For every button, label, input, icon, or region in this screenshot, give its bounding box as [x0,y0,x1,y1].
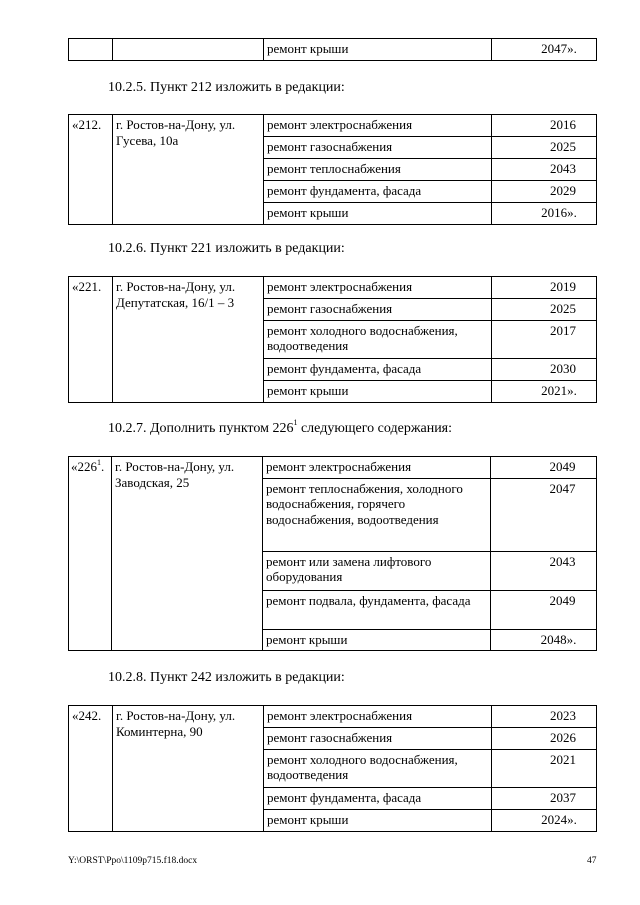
table-row [69,115,597,137]
cell-year [492,380,597,402]
section-heading: 10.2.5. Пункт 212 изложить в редакции: [108,80,345,95]
cell-year [492,180,597,202]
cell-work: ремонт фундамента, фасада [264,358,492,380]
cell-work: ремонт фундамента, фасада [264,180,492,202]
year-value: 2016». [541,204,577,220]
table-row [69,457,597,479]
item-number: «226 [71,459,97,474]
table-row [69,706,597,728]
year-value: 2049 [549,592,576,608]
table-item-242 [68,705,597,832]
footer-file-path: Y:\ORST\Ppo\1109p715.f18.docx [68,856,198,866]
table-fragment-top [68,38,597,61]
cell-work: ремонт холодного водоснабжения, водоотведения [264,320,492,358]
year-value: 2025 [550,138,576,154]
cell-work: ремонт электроснабжения [264,115,492,137]
cell-work: ремонт крыши [264,380,492,402]
cell-work: ремонт электроснабжения [264,706,492,728]
section-heading: 10.2.6. Пункт 221 изложить в редакции: [108,241,345,256]
cell-num [69,457,112,651]
footer-page-number: 47 [587,856,597,866]
cell-address: г. Ростов-на-Дону, ул. Заводская, 25 [112,457,263,651]
cell-work: ремонт крыши [263,629,491,651]
table-row [69,277,597,299]
cell-year [491,551,597,590]
cell-year [491,457,597,479]
cell-year [492,787,597,809]
year-value: 2021». [541,382,577,398]
section-heading [108,418,453,437]
cell-address [113,39,264,61]
heading-superscript: 1 [293,418,298,428]
cell-work: ремонт газоснабжения [264,298,492,320]
year-value: 2023 [550,708,576,723]
cell-address: г. Ростов-на-Дону, ул. Гусева, 10а [113,115,264,225]
year-value: 2019 [550,279,576,294]
cell-work: ремонт крыши [264,809,492,831]
table-row [69,39,597,61]
cell-address: г. Ростов-на-Дону, ул. Коминтерна, 90 [113,706,264,832]
cell-work: ремонт фундамента, фасада [264,787,492,809]
cell-year [492,706,597,728]
year-value: 2017 [550,322,576,338]
cell-year [492,136,597,158]
cell-work: ремонт крыши [264,39,492,61]
cell-year [492,39,597,61]
cell-work: ремонт электроснабжения [263,457,491,479]
item-number-superscript: 1 [97,457,101,467]
year-value: 2043 [549,553,576,569]
cell-work: ремонт теплоснабжения, холодного водоснабжения, горячего водоснабжения, водоотведения [263,478,491,551]
year-value: 2037 [550,789,576,805]
year-value: 2024». [541,811,577,827]
cell-year [492,158,597,180]
year-value: 2047 [549,480,576,496]
year-value: 2021 [550,751,576,767]
year-value: 2029 [550,182,576,198]
cell-work: ремонт холодного водоснабжения, водоотведения [264,749,492,787]
cell-num: «242. [69,706,113,832]
cell-work: ремонт подвала, фундамента, фасада [263,590,491,629]
heading-text: 10.2.7. Дополнить пунктом 226 [108,421,294,436]
cell-year [492,202,597,224]
cell-year [492,298,597,320]
section-heading: 10.2.8. Пункт 242 изложить в редакции: [108,670,345,685]
year-value: 2049 [549,459,576,474]
year-value: 2048». [540,631,577,647]
cell-work: ремонт газоснабжения [264,727,492,749]
cell-work: ремонт теплоснабжения [264,158,492,180]
cell-num: «212. [69,115,113,225]
item-number-dot: . [101,459,105,474]
cell-year [492,809,597,831]
year-value: 2047». [541,41,577,56]
cell-num: «221. [69,277,113,403]
year-value: 2025 [550,300,576,316]
table-item-212 [68,114,597,225]
table-item-226-1 [68,456,597,651]
year-value: 2043 [550,160,576,176]
year-value: 2030 [550,360,576,376]
heading-text: следующего содержания: [297,421,453,436]
cell-year [491,590,597,629]
table-item-221 [68,276,597,403]
cell-num [69,39,113,61]
cell-year [492,277,597,299]
cell-work: ремонт или замена лифтового оборудования [263,551,491,590]
cell-year [491,478,597,551]
year-value: 2016 [550,117,576,132]
cell-work: ремонт крыши [264,202,492,224]
cell-address: г. Ростов-на-Дону, ул. Депутатская, 16/1 – 3 [113,277,264,403]
cell-year [492,358,597,380]
cell-year [491,629,597,651]
cell-year [492,727,597,749]
cell-work: ремонт газоснабжения [264,136,492,158]
cell-year [492,115,597,137]
cell-work: ремонт электроснабжения [264,277,492,299]
cell-year [492,320,597,358]
year-value: 2026 [550,729,576,745]
cell-year [492,749,597,787]
